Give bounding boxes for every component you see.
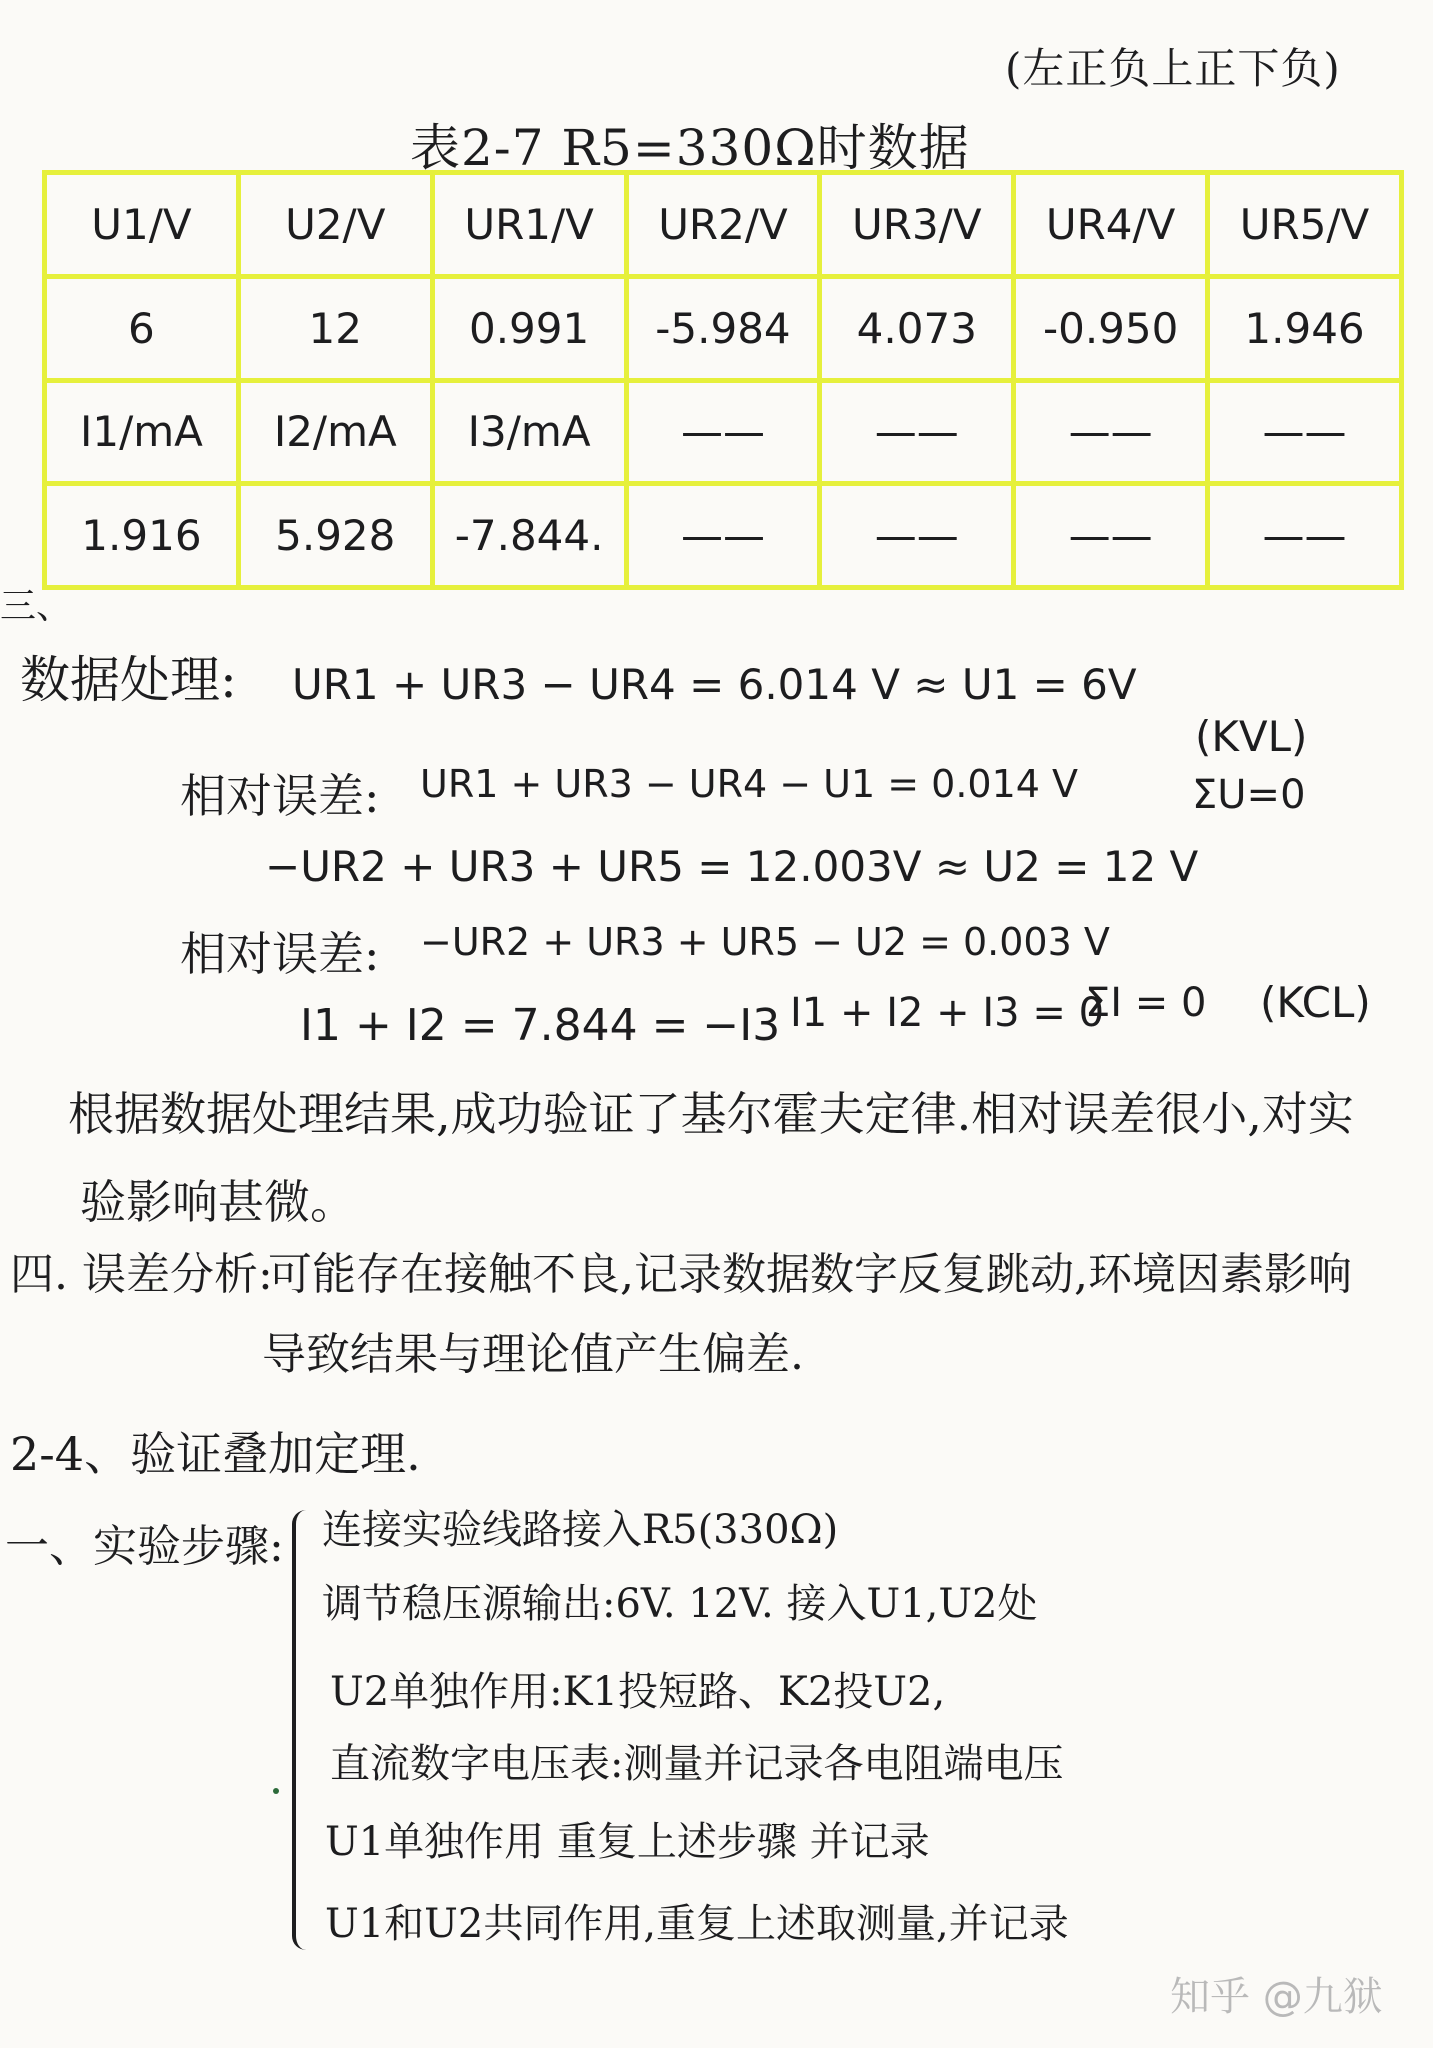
table-cell: I3/mA <box>432 380 626 484</box>
table-cell: 1.916 <box>45 484 239 588</box>
watermark: 知乎 @九狱 <box>1170 1974 1383 2020</box>
table-cell: 12 <box>238 276 432 380</box>
table-cell: —— <box>1208 484 1402 588</box>
conclusion-line: 根据数据处理结果,成功验证了基尔霍夫定律.相对误差很小,对实 <box>68 1087 1354 1141</box>
table-cell: UR2/V <box>626 173 820 277</box>
step-item: U2单独作用:K1投短路、K2投U2, <box>330 1669 946 1715</box>
table-cell: —— <box>626 484 820 588</box>
kvl-label: (KVL) <box>1195 712 1308 761</box>
table-cell: UR3/V <box>820 173 1014 277</box>
table-cell: UR1/V <box>432 173 626 277</box>
table-cell: U1/V <box>45 173 239 277</box>
error-analysis-label: 四. 误差分析: <box>10 1249 273 1300</box>
table-cell: —— <box>820 380 1014 484</box>
table-cell: -0.950 <box>1014 276 1208 380</box>
table-cell: 1.946 <box>1208 276 1402 380</box>
table-cell: —— <box>1014 484 1208 588</box>
sign-convention-note: (左正负上正下负) <box>1005 44 1341 93</box>
step-item: U1单独作用 重复上述步骤 并记录 <box>325 1819 930 1865</box>
table-cell: —— <box>626 380 820 484</box>
conclusion-line: 验影响甚微。 <box>80 1175 356 1229</box>
section-number: 三、 <box>0 586 73 627</box>
relative-error-2: −UR2 + UR3 + UR5 − U2 = 0.003 V <box>420 920 1110 964</box>
step-item: 直流数字电压表:测量并记录各电阻端电压 <box>330 1741 1064 1787</box>
steps-brace <box>292 1510 318 1950</box>
kvl-equation-1: UR1 + UR3 − UR4 = 6.014 V ≈ U1 = 6V <box>292 660 1137 709</box>
table-cell: -7.844. <box>432 484 626 588</box>
table-cell: I1/mA <box>45 380 239 484</box>
table-cell: 5.928 <box>238 484 432 588</box>
table-row <box>45 380 1402 484</box>
kvl-equation-2: −UR2 + UR3 + UR5 = 12.003V ≈ U2 = 12 V <box>265 842 1199 891</box>
table-cell: 0.991 <box>432 276 626 380</box>
section-heading: 数据处理: <box>20 651 237 709</box>
error-analysis-line: 导致结果与理论值产生偏差. <box>262 1329 804 1380</box>
table-cell: 6 <box>45 276 239 380</box>
table-cell: —— <box>1014 380 1208 484</box>
table-row <box>45 276 1402 380</box>
experiment-heading: 2-4、验证叠加定理. <box>10 1427 421 1481</box>
table-title: 表2-7 R5=330Ω时数据 <box>410 119 970 177</box>
sum-i-label: ΣI = 0 <box>1085 980 1207 1026</box>
table-cell: U2/V <box>238 173 432 277</box>
kcl-equation: I1 + I2 = 7.844 = −I3 <box>300 1000 781 1051</box>
kcl-sum-equation: I1 + I2 + I3 = 0 <box>790 990 1105 1036</box>
relative-error-1: UR1 + UR3 − UR4 − U1 = 0.014 V <box>420 762 1079 806</box>
table-cell: —— <box>1208 380 1402 484</box>
table-row <box>45 484 1402 588</box>
relative-error-label: 相对误差: <box>180 769 380 823</box>
table-cell: -5.984 <box>626 276 820 380</box>
table-cell: 4.073 <box>820 276 1014 380</box>
steps-label: 一、实验步骤: <box>5 1521 284 1572</box>
error-analysis-line: 可能存在接触不良,记录数据数字反复跳动,环境因素影响 <box>268 1249 1352 1300</box>
step-item: 调节稳压源输出:6V. 12V. 接入U1,U2处 <box>322 1581 1038 1627</box>
step-item: U1和U2共同作用,重复上述取测量,并记录 <box>325 1901 1069 1947</box>
table-row <box>45 173 1402 277</box>
table-cell: UR4/V <box>1014 173 1208 277</box>
step-item: 连接实验线路接入R5(330Ω) <box>322 1507 839 1553</box>
kcl-label: (KCL) <box>1260 978 1371 1027</box>
sum-u-label: ΣU=0 <box>1192 772 1306 818</box>
ink-dot <box>273 1788 279 1794</box>
data-table <box>42 170 1404 590</box>
relative-error-label: 相对误差: <box>180 927 380 981</box>
table-cell: —— <box>820 484 1014 588</box>
table-cell: I2/mA <box>238 380 432 484</box>
table-cell: UR5/V <box>1208 173 1402 277</box>
